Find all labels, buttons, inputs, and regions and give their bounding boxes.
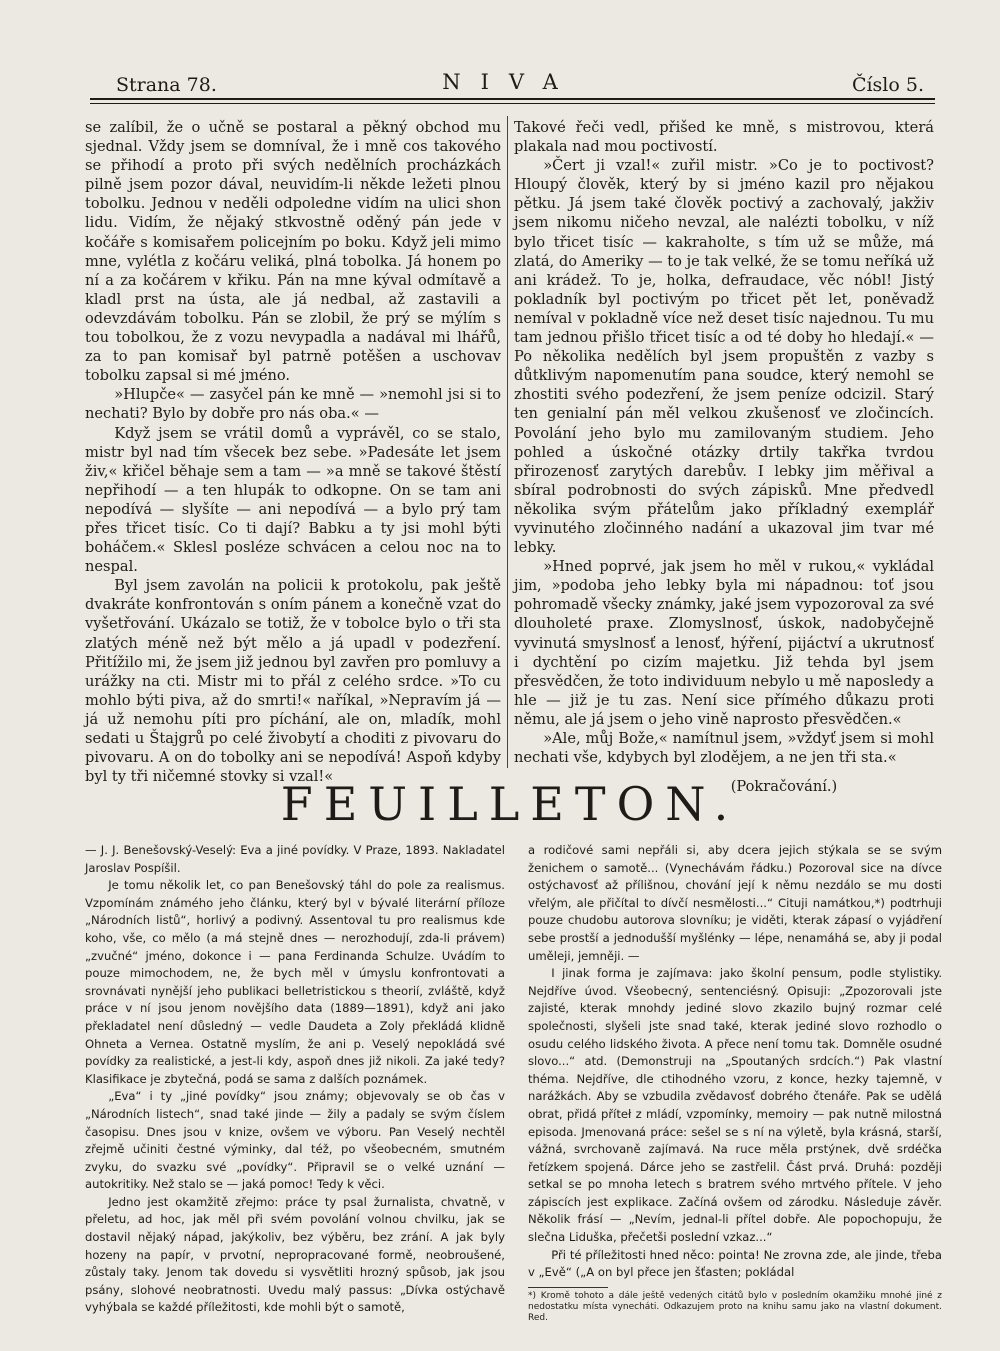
continued-note: (Pokračování.): [730, 778, 838, 796]
paragraph: a rodičové sami nepřáli si, aby dcera jejich stýkala se se svým ženichem o samotě... (Vynechávám řádku.) Pozoroval sice na dívce ostýchavosť až přílišnou, chování její k němu nezdálo se mu dosti vřelým, ale přičítal to dívčí nesmělosti...“ Cituji namátkou,*) podtrhuji pouze chudobu autorova slovníku; je viděti, kterak zápasí o vyjádření sebe prostší a jednodušší myšlénky — lépe, nenamáhá se, aby ji podal uměleji, jemněji. —: [528, 843, 942, 963]
header-rule: [90, 98, 935, 100]
feuilleton-right-column: [528, 842, 942, 1342]
paragraph: »Hned poprvé, jak jsem ho měl v rukou,« vykládal jim, »podoba jeho lebky byla mi nápadnou: toť jsou pohromadě všecky známky, jaké jsem vypozoroval za své dlouholeté praxe. Zlomyslnosť, úskok, nadobyčejně vyvinutá smyslnosť a lenosť, hýření, pijáctví a ukrutnosť i dychtění po cizím majetku. Již tehda byl jsem přesvědčen, že toto individuum nebylo u mě naposledy a hle — již je tu zas. Není sice přímého důkazu proti němu, ale já jsem o jeho vině naprosto přesvědčen.«: [514, 558, 934, 728]
column-divider: [507, 116, 508, 768]
feuilleton-left-column: [85, 842, 505, 1342]
left-column: [85, 118, 501, 786]
paragraph: „Eva“ i ty „jiné povídky“ jsou známy; objevovaly se ob čas v „Národních listech“, snad také jinde — žily a padaly se svým číslem časopisu. Dnes jsou v knize, ovšem ve výboru. Pan Veselý nechtěl zřejmě učiniti čestné výminky, dal též, po všeobecném, smutném zvyku, do svazku své „povídky“. Připravil se o velké uznání — autokritiky. Než stalo se — jaká pomoc! Tedy k věci.: [85, 1089, 505, 1192]
paragraph: Je tomu několik let, co pan Benešovský táhl do pole za realismus. Vzpomínám známého jeho článku, který byl v bývalé literární příloze „Národních listů“, horlivý a podivný. Assentoval tu pro realismus kde koho, vše, co mělo (a má stejně dnes — nerozhodují, zda-li právem) „zvučné“ jméno, dokonce i — pana Ferdinanda Schulze. Uvádím to pouze mimochodem, ne, že bych měl v úmyslu konfrontovati a srovnávati nynější jeho publikaci belletristickou s theorií, zvláště, když práce v ní jsou jenom novějšího data (1889—1891), když ani jako překladatel není důsledný — vedle Daudeta a Zoly překládá klidně Ohneta a Vernea. Ostatně myslím, že ani p. Veselý nepokládá své povídky za realistické, a jest-li kdy, aspoň dnes již nikoli. Za jaké tedy? Klasifikace je zbytečná, podá se sama z dalších poznámek.: [85, 878, 505, 1086]
magazine-title: NIVA: [442, 70, 578, 94]
paragraph: Takové řeči vedl, přišed ke mně, s mistrovou, která plakala nad mou poctivostí.: [514, 119, 934, 156]
paragraph: »Hlupče« — zasyčel pán ke mně — »nemohl jsi si to nechati? Bylo by dobře pro nás oba.« —: [85, 386, 501, 423]
section-title: FEUILLETON.: [280, 777, 740, 831]
issue-number: Číslo 5.: [851, 74, 924, 96]
paragraph: »Čert ji vzal!« zuřil mistr. »Co je to poctivost? Hloupý člověk, který by si jméno kazil pro nějakou pětku. Já jsem také člověk poctivý a zachovalý, jakživ jsem nikomu ničeho nevzal, ale nalézti tobolku, v níž bylo třicet tisíc — kakraholte, s tím už se může, má zlatá, do Ameriky — to je tak velké, že se tomu neříká už ani krádež. To je, holka, defraudace, věc nóbl! Jistý pokladník byl poctivým po třicet pět let, poněvadž nemíval v pokladně více než deset tisíc najednou. Tu mu tam jednou přišlo třicet tisíc a od té doby ho hledají.« — Po několika nedělích byl jsem propuštěn z vazby s důtklivým napomenutím pana soudce, který nemohl se zhostiti svého podezření, že jsem peníze odcizil. Starý ten genialní pán měl velkou zkušenosť ve zločincích. Povolání jeho bylo mu zamilovaným studiem. Jeho pohled a úskočné otázky drtily takřka tvrdou přirozenosť zarytých darebův. I lebky jim měřival a sbíral podrobnosti do svých zápisků. Mne předvedl několika svým přátelům jako příkladný exemplář vyvinutého zločinného nadání a ukazoval jim tvar mé lebky.: [514, 157, 934, 557]
header-rule-thin: [90, 103, 935, 104]
paragraph: »Ale, můj Bože,« namítnul jsem, »vždyť jsem si mohl nechati vše, kdybych byl zlodějem, a ne jen tři sta.«: [514, 730, 934, 767]
paragraph: Jedno jest okamžitě zřejmo: práce ty psal žurnalista, chvatně, v přeletu, ad hoc, jak měl při svém povolání volnou chvilku, jak se dostavil nějaký nápad, jakýkoliv, bez výběru, bez zrání. A jak byly hozeny na papír, v prvotní, nepropracované formě, neobroušené, zůstaly taky. Jenom tak dovedu si vysvětliti hrozný spůsob, jak jsou psány, slohové neobratnosti. Uvedu malý passus: „Dívka ostýchavě vyhýbala se každé příležitosti, kde mohli být o samotě,: [85, 1194, 505, 1315]
book-review-heading: — J. J. Benešovský-Veselý: Eva a jiné povídky. V Praze, 1893. Nakladatel Jaroslav Pospíšil.: [85, 843, 505, 875]
paragraph: I jinak forma je zajímava: jako školní pensum, podle stylistiky. Nejdříve úvod. Všeobecný, sentenciésný. Opisuji: „Zpozorovali jste zajisté, kterak mnohdy jediné slovo zkazilo bujný rozmar celé společnosti, slyšeli jste snad také, kterak jediné slovo rozhodlo o osudu celého lidského života. A přece není tomu tak. Domněle osudné slovo...“ atd. (Demonstruji na „Spoutaných srdcích.“) Pak vlastní théma. Nejdříve, dle ctihodného vzoru, z konce, hezky tajemně, v narážkách. Aby se vzbudila zvědavosť dobrého čtenáře. Pak se udělá obrat, přidá příteł z mládí, vzpomínky, memoiry — pak nutně milostná episoda. Jmenovaná práce: sešel se s ní na výletě, byla krásná, starší, vážná, svrchovaně zajímavá. Na ruce měla prstýnek, dvě srdéčka řetízkem spojená. Dárce jeho se zastřelil. Část prvá. Druhá: později setkal se po mnoha letech s bratrem svého mrtvého přítele. V jeho zápiscích jest explikace. Začíná ovšem od zárodku. Následuje závěr. Několik frásí — „Nevím, jednal-li přítel dobře. Ale popochopuju, že slečna Liduška, přečetši poslední vzkaz...“: [528, 966, 942, 1245]
footnote-rule: [528, 1287, 608, 1288]
paragraph: Při té příležitosti hned něco: pointa! Ne zrovna zde, ale jinde, třeba v „Evě“ („A on byl přece jen šťasten; pokládal: [528, 1247, 942, 1280]
paragraph: Když jsem se vrátil domů a vyprávěl, co se stalo, mistr byl nad tím všecek bez sebe. »Padesáte let jsem živ,« křičel běhaje sem a tam — »a mně se takové štěstí nepřihodí — a ten hlupák to odkopne. On se tam ani nepodívá — slyšíte — ani nepodívá — a bylo prý tam přes třicet tisíc. Co ti dají? Babku a ty jsi mohl býti boháčem.« Sklesl posléze schvácen a celou noc na to nespal.: [85, 424, 501, 576]
paragraph: se zalíbil, že o učně se postaral a pěkný obchod mu sjednal. Vždy jsem se domníval, že i mně cos takového se přihodí a proto při svých nedělních procházkách pilně jsem pozor dával, neuvidím-li někde ležeti plnou tobolku. Jednou v neděli odpoledne vidím na ulici shon lidu. Vidím, že nějaký stkvostně oděný pán jede v kočáře s komisařem policejním po boku. Když jeli mimo mne, vylétla z kočáru veliká, plná tobolka. Já honem po ní a za kočárem v křiku. Pán na mne kýval odmítavě a kladl prst na ústa, ale já nedbal, až zastavili a odevzdávám tobolku. Pán se zlobil, že prý se mýlím s tou tobolkou, že z vozu nevypadla a nadával mi lhářů, za to pan komisař byl patrně potěšen a uschovav tobolku zapsal si mé jméno.: [85, 119, 501, 385]
page-number: Strana 78.: [116, 74, 217, 96]
paragraph: Byl jsem zavolán na policii k protokolu, pak ještě dvakráte konfrontován s oním pánem a konečně vzat do vyšetřování. Ukázalo se totiž, že v tobolce bylo o tři sta zlatých méně než být mělo a já upadl v podezření. Přitížilo mi, že jsem již jednou byl zavřen pro pomluvy a urážky na cti. Mistr mi to přál z celého srdce. »To cu mohlo býti piva, až do smrti!« naříkal, »Nepravím já — já už nemohu píti pro píchání, ale on, mladík, mohl sedati u Štajgrů po celé živobytí a choditi z pivovaru do pivovaru. A on do tobolky ani se nepodívá! Aspoň kdyby byl ty tři ničemné stovky si vzal!«: [85, 577, 501, 786]
footnote: *) Kromě tohoto a dále ještě vedených citátů bylo v posledním okamžiku mnohé jiné z nedostatku místa vynecháti. Odkazujem proto na knihu samu jako na vlastní dokument. Red.: [528, 1290, 942, 1323]
page-header: [90, 66, 930, 98]
right-column: [514, 118, 934, 796]
